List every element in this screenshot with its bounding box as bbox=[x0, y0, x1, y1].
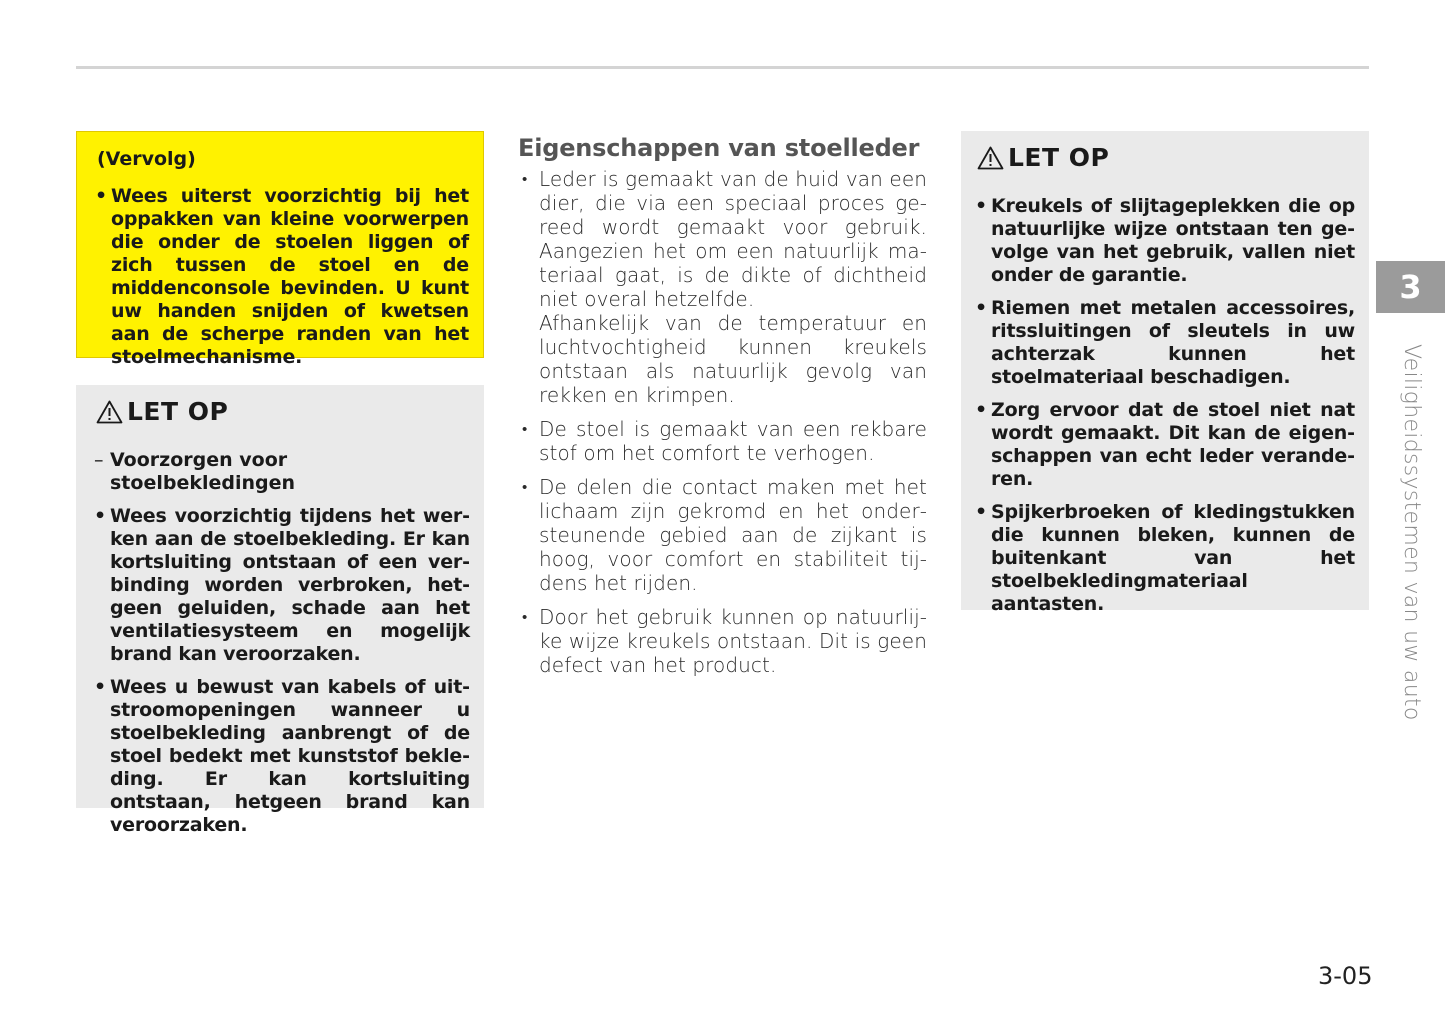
paragraph: • Leder is gemaakt van de huid van een dier, die via een speciaal proces gereed wordt gemaakt voor gebruik. Aangezien het om een natuurlijk materiaal gaat, is de dikte of dichtheid niet overal hetzelfde. bbox=[539, 167, 927, 311]
section-title: Eigenschappen van stoelleder bbox=[518, 134, 920, 162]
caution-subheading: – Voorzorgen voor stoelbekledingen bbox=[94, 449, 470, 495]
chapter-tab: 3 bbox=[1376, 261, 1445, 313]
list-item: • Wees u bewust van kabels of uitstroomopeningen wanneer u stoelbekleding aanbrengt of de stoel bedekt met kunststof bekleding. Er kan kortsluiting ontstaan, hetgeen brand kan veroorzaken. bbox=[94, 676, 470, 837]
chapter-title: Veiligheidssystemen van uw auto bbox=[1399, 344, 1424, 721]
caution-title: LET OP bbox=[1008, 143, 1110, 172]
list-item: • Riemen met metalen accessoires, ritssluitingen of sleutels in uw achterzak kunnen het stoelmateriaal beschadigen. bbox=[975, 297, 1355, 389]
caution-header bbox=[96, 397, 470, 427]
header-divider bbox=[76, 66, 1369, 69]
caution-list bbox=[975, 195, 1355, 616]
properties-list bbox=[518, 167, 927, 677]
caution-title: LET OP bbox=[127, 397, 229, 426]
list-item: • Kreukels of slijtageplekken die op natuurlijke wijze ontstaan ten gevolge van het gebruik, vallen niet onder de garantie. bbox=[975, 195, 1355, 287]
caution-box-seat-covers bbox=[76, 385, 484, 836]
warning-continued-box bbox=[76, 131, 484, 368]
caution-header bbox=[977, 143, 1355, 173]
page-number: 3-05 bbox=[1318, 962, 1373, 990]
caution-list bbox=[94, 505, 470, 837]
list-item: • De stoel is gemaakt van een rekbare stof om het comfort te verhogen. bbox=[518, 417, 927, 465]
list-item: • Door het gebruik kunnen op natuurlijke wijze kreukels ontstaan. Dit is geen defect van het product. bbox=[518, 605, 927, 677]
list-item: • De delen die contact maken met het lichaam zijn gekromd en het ondersteunende gebied aan de zijkant is hoog, voor comfort en stabiliteit tijdens het rijden. bbox=[518, 475, 927, 595]
paragraph: Afhankelijk van de temperatuur en luchtvochtigheid kunnen kreukels ontstaan als natuurlijk gevolg van rekken en krimpen. bbox=[539, 311, 927, 407]
list-item: • Spijkerbroeken of kledingstukken die kunnen bleken, kunnen de buitenkant van het stoelbekledingmateriaal aantasten. bbox=[975, 501, 1355, 616]
continued-label: (Vervolg) bbox=[97, 148, 196, 170]
warning-triangle-icon bbox=[977, 146, 1004, 170]
leather-properties-section bbox=[518, 131, 927, 687]
warning-list bbox=[95, 185, 469, 369]
list-item: • Zorg ervoor dat de stoel niet nat wordt gemaakt. Dit kan de eigenschappen van echt leder veranderen. bbox=[975, 399, 1355, 491]
list-item: • Wees uiterst voorzichtig bij het oppakken van kleine voorwerpen die onder de stoelen liggen of zich tussen de stoel en de middenconsole bevinden. U kunt uw handen snijden of kwetsen aan de scherpe randen van het stoelmechanisme. bbox=[95, 185, 469, 369]
list-item: • Wees voorzichtig tijdens het werken aan de stoelbekleding. Er kan kortsluiting ontstaan of een verbinding worden verbroken, hetgeen geluiden, schade aan het ventilatiesysteem en mogelijk brand kan veroorzaken. bbox=[94, 505, 470, 666]
caution-box-leather bbox=[961, 131, 1369, 615]
warning-triangle-icon bbox=[96, 400, 123, 424]
list-item bbox=[518, 167, 927, 407]
